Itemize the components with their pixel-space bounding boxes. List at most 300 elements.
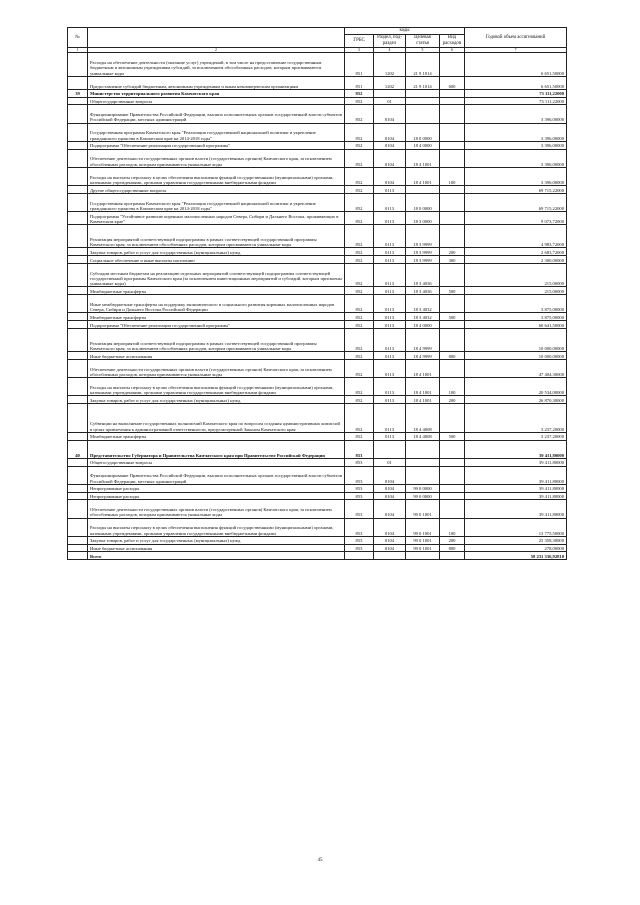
row-number-cell — [68, 404, 88, 433]
row-number-cell — [68, 224, 88, 247]
table-row — [68, 185, 567, 193]
row-article-cell: 18 0 0000 — [406, 193, 440, 211]
row-sum-cell: 3 237,20000 — [465, 432, 567, 440]
row-grbs-cell: 852 — [345, 141, 374, 149]
row-grbs-cell: 852 — [345, 123, 374, 141]
table-row — [68, 536, 567, 544]
row-number-cell — [68, 123, 88, 141]
row-kind-cell: 500 — [440, 313, 465, 321]
row-name-cell: Иные межбюджетные трансферты на поддержку экономического и социального развития коренных малочисленных народов Севера, Сибири и Дальнего Востока Российской Федерации — [88, 295, 345, 313]
row-section-cell: 0113 — [374, 328, 406, 351]
table-row — [68, 295, 567, 313]
row-section-cell: 0113 — [374, 193, 406, 211]
row-number-cell — [68, 211, 88, 224]
row-grbs-cell: 853 — [345, 518, 374, 536]
row-grbs-cell: 853 — [345, 544, 374, 552]
row-grbs-cell: 851 — [345, 76, 374, 89]
row-section-cell: 01 — [374, 97, 406, 105]
table-row — [68, 404, 567, 433]
row-section-cell: 0104 — [374, 536, 406, 544]
table-row — [68, 149, 567, 167]
row-kind-cell — [440, 492, 465, 500]
row-name-cell: Общегосударственные вопросы — [88, 97, 345, 105]
row-kind-cell: 800 — [440, 352, 465, 360]
index-cell: 4 — [374, 48, 406, 53]
row-article-cell: 99 0 1001 — [406, 518, 440, 536]
row-sum-cell: 39 411,80000 — [465, 458, 567, 466]
row-sum-cell: 3 875,00000 — [465, 295, 567, 313]
row-sum-cell: 3 396,00000 — [465, 149, 567, 167]
index-cell: 3 — [345, 48, 374, 53]
row-grbs-cell: 852 — [345, 378, 374, 396]
index-cell: 2 — [88, 48, 345, 53]
row-kind-cell: 100 — [440, 167, 465, 185]
row-name-cell: Предоставление субсидий бюджетным, автономным учреждениям и иным некоммерческим организациям — [88, 76, 345, 89]
row-name-cell: Иные бюджетные ассигнования — [88, 544, 345, 552]
row-article-cell: 18 4 1001 — [406, 149, 440, 167]
row-section-cell: 0104 — [374, 544, 406, 552]
row-section-cell: 0104 — [374, 484, 406, 492]
table-row — [68, 500, 567, 518]
row-sum-cell: 215,00000 — [465, 287, 567, 295]
row-name-cell: Реализация мероприятий соответствующей подпрограммы в рамках соответствующей государственной программы Камчатского края, за исключением обособленных расходов, которым присваиваются уникальные коды — [88, 328, 345, 351]
row-number-cell — [68, 378, 88, 396]
row-section-cell: 0104 — [374, 149, 406, 167]
row-kind-cell — [440, 484, 465, 492]
row-number-cell — [68, 193, 88, 211]
header-annual: Годовой объем ассигнований — [465, 28, 567, 48]
row-kind-cell — [440, 295, 465, 313]
table-row — [68, 396, 567, 404]
row-section-cell: 0113 — [374, 256, 406, 264]
row-name-cell: Расходы на выплаты персоналу в целях обеспечения выполнения функций государственными (муниципальными) органами, казенными учреждениями, органами управления государственными внебюджетными фондами — [88, 378, 345, 396]
row-number-cell — [68, 544, 88, 552]
row-number-cell — [68, 287, 88, 295]
row-sum-cell: 39 411,80000 — [465, 466, 567, 484]
table-row — [68, 263, 567, 286]
row-sum-cell: 39 411,80000 — [465, 500, 567, 518]
row-number-cell — [68, 256, 88, 264]
row-kind-cell — [440, 458, 465, 466]
row-name-cell: Обеспечение деятельности государственных органов власти (государственных органов) Камчатского края, за исключением обособленных расходов, которым присваиваются уникальные коды — [88, 500, 345, 518]
table-body — [68, 53, 567, 560]
row-article-cell: 18 4 1001 — [406, 360, 440, 378]
row-section-cell: 0113 — [374, 248, 406, 256]
row-sum-cell: 25 358,30000 — [465, 536, 567, 544]
row-section-cell: 0113 — [374, 378, 406, 396]
row-article-cell: 18 0 0000 — [406, 123, 440, 141]
row-grbs-cell: 852 — [345, 256, 374, 264]
row-name-cell: Межбюджетные трансферты — [88, 287, 345, 295]
row-section-cell — [374, 552, 406, 560]
row-kind-cell: 600 — [440, 76, 465, 89]
row-article-cell: 99 0 0000 — [406, 492, 440, 500]
row-kind-cell — [440, 53, 465, 76]
row-section-cell: 0113 — [374, 432, 406, 440]
row-article-cell: 18 4 1001 — [406, 378, 440, 396]
row-grbs-cell: 853 — [345, 492, 374, 500]
row-article-cell: 21 9 1014 — [406, 76, 440, 89]
row-sum-cell: 3 396,00000 — [465, 167, 567, 185]
row-article-cell: 18 4 1001 — [406, 396, 440, 404]
budget-page — [67, 27, 566, 560]
row-article-cell: 99 0 0000 — [406, 484, 440, 492]
table-row — [68, 211, 567, 224]
index-cell: 1 — [68, 48, 88, 53]
row-article-cell: 18 4 4008 — [406, 432, 440, 440]
row-article-cell — [406, 89, 440, 97]
row-sum-cell: 9 073,72000 — [465, 211, 567, 224]
row-name-cell: Государственная программа Камчатского края "Реализация государственной национальной политики и укрепление гражданского единства в Камчатском крае на 2014-2018 годы" — [88, 193, 345, 211]
row-sum-cell: 3 237,20000 — [465, 404, 567, 433]
table-row — [68, 193, 567, 211]
row-grbs-cell: 853 — [345, 536, 374, 544]
table-row — [68, 492, 567, 500]
row-kind-cell — [440, 141, 465, 149]
row-grbs-cell: 852 — [345, 224, 374, 247]
row-article-cell — [406, 458, 440, 466]
table-row — [68, 123, 567, 141]
row-kind-cell — [440, 185, 465, 193]
row-name-cell: Межбюджетные трансферты — [88, 313, 345, 321]
row-sum-cell: 10 000,00000 — [465, 352, 567, 360]
row-kind-cell — [440, 466, 465, 484]
row-grbs-cell: 852 — [345, 105, 374, 123]
row-number-cell — [68, 360, 88, 378]
row-article-cell: 18 4 1001 — [406, 167, 440, 185]
row-kind-cell: 300 — [440, 256, 465, 264]
index-cell: 6 — [440, 48, 465, 53]
row-kind-cell — [440, 404, 465, 433]
row-number-cell — [68, 500, 88, 518]
table-row — [68, 89, 567, 97]
row-section-cell: 0104 — [374, 123, 406, 141]
row-name-cell: Функционирование Правительства Российской Федерации, высших исполнительных органов государственной власти субъектов Российской Федерации, местных администраций — [88, 466, 345, 484]
row-kind-cell: 200 — [440, 248, 465, 256]
table-row — [68, 76, 567, 89]
row-kind-cell — [440, 440, 465, 458]
row-article-cell — [406, 105, 440, 123]
header-article: Целевая статья — [406, 35, 440, 48]
row-sum-cell: 2 683,72000 — [465, 248, 567, 256]
row-article-cell — [406, 185, 440, 193]
row-number-cell — [68, 295, 88, 313]
row-article-cell: 18 4 0000 — [406, 321, 440, 329]
row-grbs-cell: 852 — [345, 287, 374, 295]
table-row — [68, 440, 567, 458]
row-sum-cell: 13 775,50000 — [465, 518, 567, 536]
table-row — [68, 167, 567, 185]
table-row — [68, 484, 567, 492]
row-section-cell: 0113 — [374, 404, 406, 433]
row-article-cell — [406, 466, 440, 484]
row-name-cell: Государственная программа Камчатского края "Реализация государственной национальной политики и укрепление гражданского единства в Камчатском крае на 2014-2018 годы" — [88, 123, 345, 141]
header-grbs: ГРБС — [345, 35, 374, 48]
row-name-cell: Расходы на обеспечение деятельности (оказание услуг) учреждений, в том числе на предоставление государственным бюджетным и автономным учреждениям субсидий, за исключением обособленных расходов, которым присваиваются уникальные коды — [88, 53, 345, 76]
row-kind-cell: 800 — [440, 544, 465, 552]
table-row — [68, 53, 567, 76]
row-kind-cell: 500 — [440, 432, 465, 440]
row-grbs-cell — [345, 552, 374, 560]
row-sum-cell: 278,00000 — [465, 544, 567, 552]
table-row — [68, 518, 567, 536]
table-row — [68, 432, 567, 440]
row-grbs-cell: 853 — [345, 484, 374, 492]
row-section-cell: 0104 — [374, 167, 406, 185]
row-name-cell: Представительство Губернатора и Правительства Камчатского края при Правительстве Российской Федерации — [88, 440, 345, 458]
row-grbs-cell: 852 — [345, 248, 374, 256]
row-grbs-cell: 852 — [345, 432, 374, 440]
row-grbs-cell: 853 — [345, 458, 374, 466]
table-row — [68, 360, 567, 378]
row-article-cell: 18 4 4008 — [406, 404, 440, 433]
row-section-cell: 0113 — [374, 313, 406, 321]
row-article-cell: 18 3 0000 — [406, 211, 440, 224]
row-sum-cell: 3 875,00000 — [465, 313, 567, 321]
row-number-cell — [68, 552, 88, 560]
row-name-cell: Функционирование Правительства Российской Федерации, высших исполнительных органов государственной власти субъектов Российской Федерации, местных администраций — [88, 105, 345, 123]
row-name-cell: Министерство территориального развития Камчатского края — [88, 89, 345, 97]
row-grbs-cell: 852 — [345, 263, 374, 286]
row-name-cell: Непрограммные расходы — [88, 492, 345, 500]
row-sum-cell: 39 411,80000 — [465, 492, 567, 500]
row-number-cell — [68, 105, 88, 123]
row-number-cell — [68, 466, 88, 484]
header-codes: коды — [345, 28, 465, 35]
row-name-cell: Реализация мероприятий соответствующей подпрограммы в рамках соответствующей государственной программы Камчатского края, за исключением обособленных расходов, которым присваиваются уникальные коды — [88, 224, 345, 247]
row-name-cell: Закупка товаров, работ и услуг для государственных (муниципальных) нужд — [88, 536, 345, 544]
row-section-cell: 0104 — [374, 105, 406, 123]
row-kind-cell — [440, 552, 465, 560]
table-header — [68, 28, 567, 53]
table-row — [68, 248, 567, 256]
row-number-cell — [68, 492, 88, 500]
row-grbs-cell: 852 — [345, 89, 374, 97]
row-article-cell: 18 3 4032 — [406, 295, 440, 313]
row-sum-cell: 60 641,50000 — [465, 321, 567, 329]
row-name-cell: Общегосударственные вопросы — [88, 458, 345, 466]
row-section-cell: 0104 — [374, 492, 406, 500]
row-name-cell: Подпрограмма "Устойчивое развитие коренных малочисленных народов Севера, Сибири и Дальнего Востока, проживающих в Камчатском крае" — [88, 211, 345, 224]
row-section-cell: 0104 — [374, 466, 406, 484]
row-number-cell: 40 — [68, 440, 88, 458]
header-kind: Вид расходов — [440, 35, 465, 48]
row-sum-cell: 26 870,30000 — [465, 396, 567, 404]
row-grbs-cell: 852 — [345, 185, 374, 193]
row-article-cell: 18 4 9999 — [406, 328, 440, 351]
row-grbs-cell: 852 — [345, 396, 374, 404]
row-grbs-cell: 852 — [345, 321, 374, 329]
table-row — [68, 141, 567, 149]
row-number-cell — [68, 328, 88, 351]
row-name-cell: Обеспечение деятельности государственных органов власти (государственных органов) Камчатского края, за исключением обособленных расходов, которым присваиваются уникальные коды — [88, 149, 345, 167]
row-number-cell — [68, 53, 88, 76]
table-row — [68, 544, 567, 552]
row-kind-cell — [440, 500, 465, 518]
page-number: 45 — [317, 858, 323, 863]
row-name-cell: Всего — [88, 552, 345, 560]
table-row — [68, 256, 567, 264]
table-row — [68, 466, 567, 484]
table-row — [68, 97, 567, 105]
row-grbs-cell: 852 — [345, 149, 374, 167]
row-article-cell — [406, 440, 440, 458]
row-section-cell: 0104 — [374, 141, 406, 149]
row-article-cell — [406, 552, 440, 560]
row-section-cell: 0113 — [374, 295, 406, 313]
row-section-cell: 0113 — [374, 360, 406, 378]
row-sum-cell: 73 111,22000 — [465, 97, 567, 105]
row-number-cell — [68, 141, 88, 149]
row-kind-cell — [440, 224, 465, 247]
index-cell: 5 — [406, 48, 440, 53]
row-kind-cell: 200 — [440, 396, 465, 404]
row-number-cell — [68, 432, 88, 440]
row-number-cell — [68, 321, 88, 329]
row-article-cell: 18 3 9999 — [406, 224, 440, 247]
row-sum-cell: 20 534,00000 — [465, 378, 567, 396]
row-kind-cell: 500 — [440, 287, 465, 295]
row-kind-cell — [440, 211, 465, 224]
row-sum-cell: 6 651,50000 — [465, 76, 567, 89]
row-sum-cell: 3 396,00000 — [465, 141, 567, 149]
row-grbs-cell: 852 — [345, 97, 374, 105]
row-sum-cell: 39 411,80000 — [465, 440, 567, 458]
row-name-cell: Субвенции на выполнение государственных полномочий Камчатского края по вопросам создания административных комиссий в целях привлечения к административной ответственности, предусмотренной Законом Камчатского края — [88, 404, 345, 433]
row-kind-cell: 100 — [440, 378, 465, 396]
row-grbs-cell: 852 — [345, 313, 374, 321]
row-grbs-cell: 853 — [345, 466, 374, 484]
row-sum-cell: 215,00000 — [465, 263, 567, 286]
row-sum-cell: 69 715,22000 — [465, 193, 567, 211]
row-section-cell: 0113 — [374, 287, 406, 295]
row-section-cell: 0113 — [374, 185, 406, 193]
row-section-cell: 1202 — [374, 76, 406, 89]
row-number-cell — [68, 149, 88, 167]
row-grbs-cell: 852 — [345, 295, 374, 313]
row-name-cell: Обеспечение деятельности государственных органов власти (государственных органов) Камчатского края, за исключением обособленных расходов, которым присваиваются уникальные коды — [88, 360, 345, 378]
row-sum-cell: 6 651,50000 — [465, 53, 567, 76]
row-grbs-cell: 852 — [345, 404, 374, 433]
row-number-cell — [68, 484, 88, 492]
row-number-cell: 39 — [68, 89, 88, 97]
row-number-cell — [68, 518, 88, 536]
row-number-cell — [68, 458, 88, 466]
row-article-cell: 99 0 1001 — [406, 500, 440, 518]
table-row — [68, 105, 567, 123]
row-article-cell: 18 4 0000 — [406, 141, 440, 149]
table-row — [68, 352, 567, 360]
row-grbs-cell: 852 — [345, 328, 374, 351]
row-sum-cell: 39 411,80000 — [465, 484, 567, 492]
row-number-cell — [68, 263, 88, 286]
row-grbs-cell: 852 — [345, 211, 374, 224]
row-kind-cell — [440, 105, 465, 123]
row-kind-cell — [440, 193, 465, 211]
row-section-cell: 0113 — [374, 224, 406, 247]
row-kind-cell — [440, 360, 465, 378]
row-section-cell: 0113 — [374, 321, 406, 329]
row-grbs-cell: 852 — [345, 352, 374, 360]
row-name-cell: Межбюджетные трансферты — [88, 432, 345, 440]
index-cell: 7 — [465, 48, 567, 53]
row-section-cell — [374, 89, 406, 97]
row-name-cell: Субсидии местным бюджетам на реализацию отдельных мероприятий соответствующей подпрограммы соответствующей государственной программы Камчатского края (за исключением инвестиционных мероприятий и субсидий, которым присвоены уникальные коды) — [88, 263, 345, 286]
row-article-cell — [406, 97, 440, 105]
row-article-cell: 18 4 9999 — [406, 352, 440, 360]
row-kind-cell — [440, 123, 465, 141]
table-row — [68, 313, 567, 321]
row-section-cell: 0104 — [374, 500, 406, 518]
table-row — [68, 321, 567, 329]
row-kind-cell — [440, 149, 465, 167]
row-article-cell: 18 3 9999 — [406, 256, 440, 264]
row-name-cell: Расходы на выплаты персоналу в целях обеспечения выполнения функций государственными (муниципальными) органами, казенными учреждениями, органами управления государственными внебюджетными фондами — [88, 518, 345, 536]
row-section-cell: 0113 — [374, 396, 406, 404]
row-name-cell: Закупка товаров, работ и услуг для государственных (муниципальных) нужд — [88, 396, 345, 404]
row-grbs-cell: 852 — [345, 193, 374, 211]
table-row — [68, 328, 567, 351]
row-name-cell: Подпрограмма "Обеспечение реализации государственной программы" — [88, 141, 345, 149]
header-num: № — [68, 28, 88, 48]
row-section-cell — [374, 440, 406, 458]
row-kind-cell: 200 — [440, 536, 465, 544]
row-kind-cell — [440, 263, 465, 286]
row-number-cell — [68, 248, 88, 256]
row-sum-cell: 3 396,00000 — [465, 105, 567, 123]
row-kind-cell: 100 — [440, 518, 465, 536]
table-row — [68, 224, 567, 247]
table-row — [68, 458, 567, 466]
row-name-cell: Иные бюджетные ассигнования — [88, 352, 345, 360]
row-kind-cell — [440, 321, 465, 329]
row-grbs-cell: 852 — [345, 360, 374, 378]
row-grbs-cell: 852 — [345, 167, 374, 185]
row-kind-cell — [440, 328, 465, 351]
row-number-cell — [68, 352, 88, 360]
row-sum-cell: 69 715,22000 — [465, 185, 567, 193]
row-name-cell: Закупка товаров, работ и услуг для государственных (муниципальных) нужд — [88, 248, 345, 256]
row-section-cell: 0113 — [374, 352, 406, 360]
row-kind-cell — [440, 97, 465, 105]
row-sum-cell: 10 000,00000 — [465, 328, 567, 351]
row-name-cell: Подпрограмма "Обеспечение реализации государственной программы" — [88, 321, 345, 329]
row-article-cell: 21 9 1014 — [406, 53, 440, 76]
row-sum-cell: 73 111,22000 — [465, 89, 567, 97]
row-article-cell: 18 3 4036 — [406, 287, 440, 295]
row-sum-cell: 3 396,00000 — [465, 123, 567, 141]
row-section-cell: 0113 — [374, 263, 406, 286]
row-name-cell: Непрограммные расходы — [88, 484, 345, 492]
header-name — [88, 28, 345, 48]
row-number-cell — [68, 76, 88, 89]
row-section-cell: 0113 — [374, 211, 406, 224]
row-number-cell — [68, 167, 88, 185]
table-row — [68, 552, 567, 560]
table-row — [68, 287, 567, 295]
row-sum-cell: 4 983,72000 — [465, 224, 567, 247]
row-sum-cell: 47 404,30000 — [465, 360, 567, 378]
row-section-cell: 0104 — [374, 518, 406, 536]
row-number-cell — [68, 536, 88, 544]
row-article-cell: 99 0 1001 — [406, 544, 440, 552]
row-article-cell: 18 3 4036 — [406, 263, 440, 286]
row-name-cell: Другие общегосударственные вопросы — [88, 185, 345, 193]
row-grbs-cell: 853 — [345, 500, 374, 518]
row-grbs-cell: 851 — [345, 53, 374, 76]
row-number-cell — [68, 97, 88, 105]
row-sum-cell: 58 231 336,92810 — [465, 552, 567, 560]
